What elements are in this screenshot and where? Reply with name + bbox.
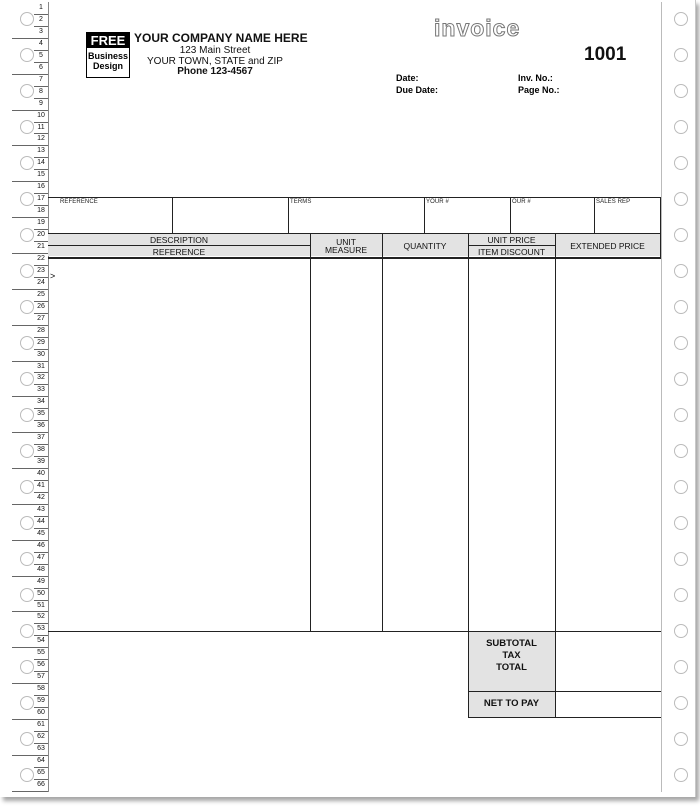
line-rule (34, 671, 48, 672)
group-rule (12, 576, 34, 577)
col-reference: REFERENCE (152, 247, 206, 257)
line-number: 16 (37, 183, 45, 191)
line-rule (34, 468, 48, 469)
line-number: 22 (37, 254, 45, 262)
ref-terms-label: TERMS (290, 199, 312, 205)
invoice-number: 1001 (584, 44, 627, 65)
line-rule (34, 205, 48, 206)
line-rule (34, 26, 48, 27)
group-rule (12, 217, 34, 218)
line-rule (34, 552, 48, 553)
line-rule (34, 528, 48, 529)
right-margin-divider (661, 2, 662, 792)
free-logo (86, 32, 130, 78)
line-number: 23 (37, 266, 45, 274)
logo-business-text: Business (87, 51, 129, 61)
line-number: 8 (39, 87, 43, 95)
group-rule (12, 361, 34, 362)
line-rule (34, 396, 48, 397)
logo-design-text: Design (92, 61, 123, 71)
page-no-label: Page No.: (518, 85, 560, 95)
ref-divider-5 (594, 197, 595, 233)
line-number: 32 (37, 374, 45, 382)
line-rule (34, 420, 48, 421)
margin-divider (48, 2, 49, 792)
col-extended-price: EXTENDED PRICE (570, 241, 645, 251)
line-number: 53 (37, 625, 45, 633)
line-rule (34, 540, 48, 541)
line-rule (34, 659, 48, 660)
col-measure: MEASURE (324, 245, 368, 255)
line-rule (34, 86, 48, 87)
line-rule (34, 707, 48, 708)
tractor-hole (20, 192, 34, 206)
totals-bottom (468, 717, 661, 718)
line-number: 4 (39, 39, 43, 47)
ref-divider-3 (424, 197, 425, 233)
col-quantity: QUANTITY (403, 241, 447, 251)
line-number: 40 (37, 470, 45, 478)
subtotal-label: SUBTOTAL (486, 638, 537, 649)
tractor-hole (674, 516, 688, 530)
line-number: 47 (37, 553, 45, 561)
line-number: 26 (37, 302, 45, 310)
line-number: 55 (37, 649, 45, 657)
tractor-hole (674, 588, 688, 602)
line-rule (34, 755, 48, 756)
price-discount-split (468, 245, 555, 246)
group-rule (12, 145, 34, 146)
line-rule (34, 14, 48, 15)
line-number: 17 (37, 195, 45, 203)
line-number: 54 (37, 637, 45, 645)
line-number: 44 (37, 517, 45, 525)
group-rule (12, 325, 34, 326)
line-rule (34, 504, 48, 505)
line-rule (34, 743, 48, 744)
ref-sales-rep-label: SALES REP (596, 199, 631, 205)
tractor-hole (674, 84, 688, 98)
line-number: 10 (37, 111, 45, 119)
group-rule (12, 755, 34, 756)
inv-no-label: Inv. No.: (518, 73, 553, 83)
line-number: 28 (37, 326, 45, 334)
group-rule (12, 791, 34, 792)
tractor-hole (674, 768, 688, 782)
line-rule (34, 791, 48, 792)
tractor-hole (674, 408, 688, 422)
line-number: 38 (37, 446, 45, 454)
line-rule (34, 217, 48, 218)
line-number: 3 (39, 27, 43, 35)
line-number: 66 (37, 780, 45, 788)
col-description: DESCRIPTION (149, 235, 209, 245)
group-rule (12, 719, 34, 720)
line-number: 24 (37, 278, 45, 286)
line-number: 48 (37, 565, 45, 573)
line-rule (34, 181, 48, 182)
line-rule (34, 301, 48, 302)
group-rule (12, 647, 34, 648)
line-number: 50 (37, 589, 45, 597)
tractor-hole (20, 264, 34, 278)
line-rule (34, 289, 48, 290)
group-rule (12, 110, 34, 111)
tractor-hole (20, 624, 34, 638)
line-rule (34, 516, 48, 517)
line-number: 2 (39, 15, 43, 23)
tractor-hole (20, 120, 34, 134)
line-number: 42 (37, 493, 45, 501)
body-bottom-line (48, 631, 661, 632)
col-divider-measure (310, 234, 311, 632)
tractor-hole (674, 444, 688, 458)
tractor-hole (20, 768, 34, 782)
line-rule (34, 110, 48, 111)
line-rule (34, 767, 48, 768)
line-rule (34, 145, 48, 146)
line-number: 21 (37, 243, 45, 250)
line-number: 18 (37, 207, 45, 215)
line-number: 35 (37, 410, 45, 418)
tractor-hole (20, 588, 34, 602)
line-rule (34, 683, 48, 684)
line-number: 25 (37, 290, 45, 298)
tractor-hole (20, 552, 34, 566)
line-number: 65 (37, 768, 45, 776)
line-rule (34, 62, 48, 63)
line-rule (34, 229, 48, 230)
tractor-hole (20, 12, 34, 26)
line-number: 34 (37, 398, 45, 406)
line-rule (34, 50, 48, 51)
line-number: 7 (39, 75, 43, 83)
ref-divider-4 (510, 197, 511, 233)
line-number: 51 (37, 601, 45, 609)
line-number: 9 (39, 99, 43, 107)
line-number: 33 (37, 386, 45, 394)
tractor-hole (674, 624, 688, 638)
column-header-bottom (48, 257, 661, 259)
line-number: 29 (37, 338, 45, 346)
line-rule (34, 313, 48, 314)
tractor-hole (20, 156, 34, 170)
company-phone: Phone 123-4567 (177, 66, 253, 77)
company-street: 123 Main Street (179, 45, 251, 56)
ref-divider-1 (172, 197, 173, 233)
alignment-marker: > (50, 271, 56, 281)
line-number: 6 (39, 63, 43, 71)
desc-ref-split (48, 245, 310, 246)
col-divider-extended (555, 234, 556, 718)
line-number: 31 (37, 362, 45, 370)
line-rule (34, 241, 48, 242)
line-rule (34, 623, 48, 624)
col-divider-quantity (382, 234, 383, 632)
line-number: 11 (37, 123, 45, 131)
line-number: 27 (37, 314, 45, 322)
tractor-hole (20, 408, 34, 422)
group-rule (12, 396, 34, 397)
line-number: 30 (37, 350, 45, 358)
tractor-hole (20, 372, 34, 386)
line-rule (34, 122, 48, 123)
line-number: 56 (37, 661, 45, 669)
group-rule (12, 683, 34, 684)
line-number: 5 (39, 51, 43, 59)
line-rule (34, 647, 48, 648)
line-rule (34, 432, 48, 433)
line-rule (34, 779, 48, 780)
tractor-hole (674, 696, 688, 710)
tractor-hole (674, 192, 688, 206)
ref-your-label: YOUR # (426, 199, 449, 205)
tractor-hole (20, 48, 34, 62)
line-rule (34, 480, 48, 481)
tractor-hole (674, 264, 688, 278)
col-item-discount: ITEM DISCOUNT (477, 247, 546, 257)
line-number: 19 (37, 219, 45, 227)
line-rule (34, 384, 48, 385)
line-number: 52 (37, 613, 45, 621)
tractor-hole (20, 696, 34, 710)
ref-our-label: OUR # (512, 199, 531, 205)
ref-divider-2 (288, 197, 289, 233)
tractor-hole (674, 480, 688, 494)
company-city: YOUR TOWN, STATE and ZIP (147, 56, 283, 67)
line-rule (34, 277, 48, 278)
tractor-hole (674, 336, 688, 350)
line-rule (34, 265, 48, 266)
line-rule (34, 74, 48, 75)
line-rule (34, 444, 48, 445)
line-rule (34, 38, 48, 39)
tractor-hole (674, 120, 688, 134)
invoice-title: invoice (434, 15, 521, 41)
line-rule (34, 193, 48, 194)
group-rule (12, 504, 34, 505)
company-name: YOUR COMPANY NAME HERE (134, 31, 308, 45)
line-number: 49 (37, 577, 45, 585)
line-number: 39 (37, 458, 45, 466)
line-number: 41 (37, 482, 45, 489)
tractor-hole (674, 552, 688, 566)
line-number: 62 (37, 732, 45, 740)
logo-free-text: FREE (87, 33, 129, 48)
tractor-hole (674, 48, 688, 62)
tractor-hole (20, 336, 34, 350)
line-rule (34, 361, 48, 362)
line-rule (34, 98, 48, 99)
line-number: 36 (37, 422, 45, 430)
tractor-hole (674, 660, 688, 674)
line-rule (34, 719, 48, 720)
ref-reference-label: REFERENCE (60, 199, 98, 205)
line-rule (34, 157, 48, 158)
line-rule (34, 635, 48, 636)
total-label: TOTAL (496, 662, 527, 673)
line-number: 1 (39, 4, 43, 11)
line-rule (34, 408, 48, 409)
tractor-hole (674, 228, 688, 242)
line-rule (34, 169, 48, 170)
line-rule (34, 600, 48, 601)
line-rule (34, 588, 48, 589)
line-rule (34, 337, 48, 338)
line-number: 64 (37, 756, 45, 764)
tractor-hole (20, 660, 34, 674)
tax-label: TAX (502, 650, 521, 661)
line-rule (34, 611, 48, 612)
line-rule (34, 564, 48, 565)
tractor-hole (20, 228, 34, 242)
group-rule (12, 289, 34, 290)
group-rule (12, 253, 34, 254)
col-unit: UNIT (336, 237, 356, 247)
line-number: 60 (37, 709, 45, 717)
tractor-hole (674, 12, 688, 26)
group-rule (12, 38, 34, 39)
tractor-hole (20, 444, 34, 458)
tractor-hole (674, 156, 688, 170)
ref-row-top (48, 197, 661, 198)
line-number: 59 (37, 697, 45, 705)
tractor-hole (674, 732, 688, 746)
group-rule (12, 468, 34, 469)
group-rule (12, 611, 34, 612)
line-number: 37 (37, 434, 45, 442)
line-number: 20 (37, 231, 45, 239)
line-rule (34, 456, 48, 457)
tractor-hole (20, 732, 34, 746)
line-number: 63 (37, 744, 45, 752)
group-rule (12, 540, 34, 541)
line-number: 14 (37, 159, 45, 167)
line-number: 57 (37, 673, 45, 681)
line-rule (34, 325, 48, 326)
line-number: 12 (37, 135, 45, 143)
net-to-pay-label: NET TO PAY (483, 698, 540, 709)
tractor-hole (674, 300, 688, 314)
col-unit-price: UNIT PRICE (487, 235, 536, 245)
due-date-label: Due Date: (396, 85, 439, 95)
tractor-hole (20, 84, 34, 98)
line-number: 13 (37, 147, 45, 155)
line-number: 46 (37, 541, 45, 549)
line-rule (34, 576, 48, 577)
line-rule (34, 349, 48, 350)
group-rule (12, 432, 34, 433)
tractor-hole (20, 300, 34, 314)
tractor-hole (674, 372, 688, 386)
tractor-hole (20, 480, 34, 494)
line-rule (34, 695, 48, 696)
line-rule (34, 492, 48, 493)
line-number: 45 (37, 529, 45, 537)
group-rule (12, 181, 34, 182)
line-number: 58 (37, 685, 45, 693)
line-rule (34, 253, 48, 254)
line-rule (34, 731, 48, 732)
date-label: Date: (396, 73, 419, 83)
line-number: 61 (37, 721, 45, 728)
line-rule (34, 372, 48, 373)
line-rule (34, 133, 48, 134)
line-number: 43 (37, 505, 45, 513)
line-number: 15 (37, 171, 45, 179)
group-rule (12, 74, 34, 75)
tractor-hole (20, 516, 34, 530)
